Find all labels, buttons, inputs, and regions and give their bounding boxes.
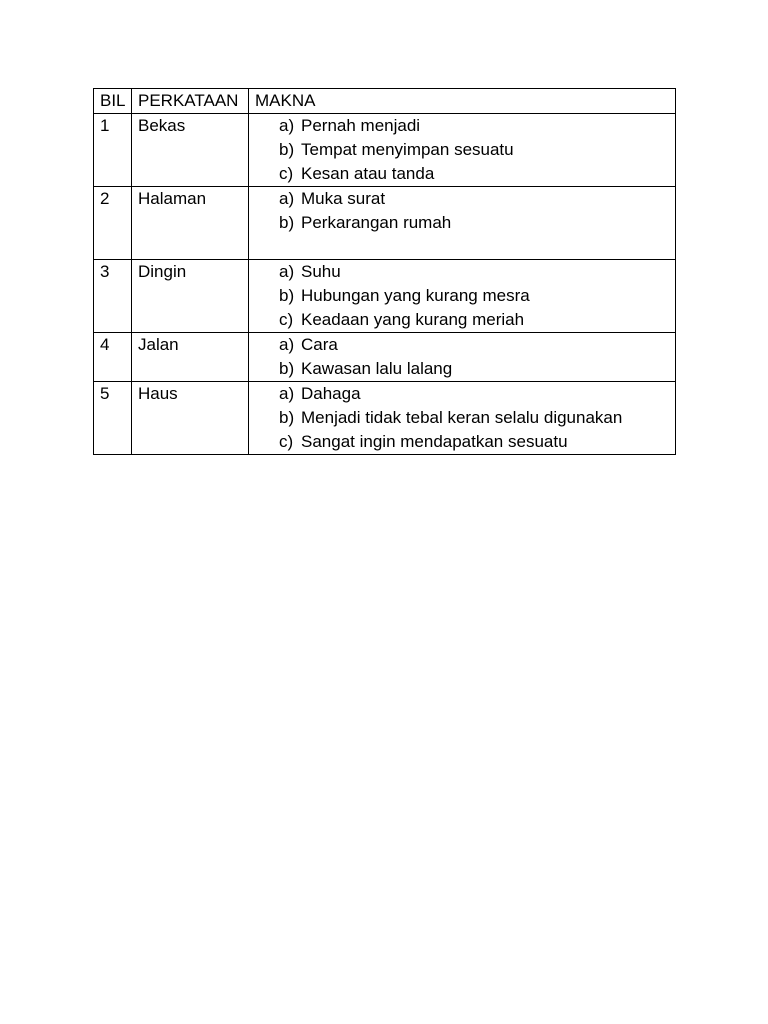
meaning-marker: b) (279, 286, 295, 305)
meaning-list (255, 333, 669, 381)
meaning-marker: b) (279, 213, 295, 232)
meaning-item (279, 187, 669, 211)
meaning-marker: c) (279, 432, 294, 451)
meaning-item (279, 406, 669, 430)
meaning-text: Sangat ingin mendapatkan sesuatu (301, 432, 568, 451)
meaning-text: Cara (301, 335, 338, 354)
header-makna: MAKNA (249, 89, 676, 114)
cell-bil: 4 (94, 333, 132, 382)
meaning-marker: b) (279, 359, 295, 378)
cell-bil: 5 (94, 382, 132, 455)
meaning-marker: c) (279, 310, 294, 329)
meaning-text: Dahaga (301, 384, 361, 403)
meaning-text: Menjadi tidak tebal keran selalu digunakan (301, 408, 623, 427)
meaning-text: Kesan atau tanda (301, 164, 435, 183)
meaning-item (279, 211, 669, 235)
cell-makna (249, 260, 676, 333)
cell-perkataan: Jalan (132, 333, 249, 382)
table-row (94, 382, 676, 455)
meaning-item (279, 308, 669, 332)
cell-perkataan: Haus (132, 382, 249, 455)
cell-bil: 3 (94, 260, 132, 333)
meaning-item (279, 260, 669, 284)
table-row (94, 187, 676, 260)
meaning-marker: a) (279, 335, 295, 354)
cell-makna (249, 187, 676, 260)
meaning-text: Hubungan yang kurang mesra (301, 286, 530, 305)
meaning-text: Muka surat (301, 189, 386, 208)
vocabulary-table (93, 88, 676, 455)
table-row (94, 260, 676, 333)
table-header-row (94, 89, 676, 114)
table-row (94, 333, 676, 382)
meaning-list (255, 382, 669, 454)
meaning-item (279, 430, 669, 454)
header-bil: BIL (94, 89, 132, 114)
meaning-item (279, 138, 669, 162)
cell-makna (249, 382, 676, 455)
meaning-item (279, 114, 669, 138)
cell-makna (249, 114, 676, 187)
meaning-text: Tempat menyimpan sesuatu (301, 140, 514, 159)
meaning-item (279, 333, 669, 357)
cell-perkataan: Bekas (132, 114, 249, 187)
table-row (94, 114, 676, 187)
header-perkataan: PERKATAAN (132, 89, 249, 114)
cell-makna (249, 333, 676, 382)
meaning-item (279, 357, 669, 381)
meaning-marker: a) (279, 384, 295, 403)
meaning-list (255, 260, 669, 332)
meaning-marker: c) (279, 164, 294, 183)
meaning-text: Perkarangan rumah (301, 213, 452, 232)
meaning-text: Keadaan yang kurang meriah (301, 310, 525, 329)
cell-perkataan: Dingin (132, 260, 249, 333)
meaning-marker: a) (279, 116, 295, 135)
meaning-text: Pernah menjadi (301, 116, 421, 135)
meaning-list (255, 187, 669, 235)
meaning-marker: a) (279, 189, 295, 208)
meaning-list (255, 114, 669, 186)
meaning-item (279, 284, 669, 308)
meaning-item (279, 162, 669, 186)
cell-perkataan: Halaman (132, 187, 249, 260)
cell-bil: 1 (94, 114, 132, 187)
meaning-item (279, 382, 669, 406)
meaning-marker: b) (279, 140, 295, 159)
meaning-text: Kawasan lalu lalang (301, 359, 453, 378)
meaning-marker: b) (279, 408, 295, 427)
cell-bil: 2 (94, 187, 132, 260)
meaning-marker: a) (279, 262, 295, 281)
meaning-text: Suhu (301, 262, 341, 281)
